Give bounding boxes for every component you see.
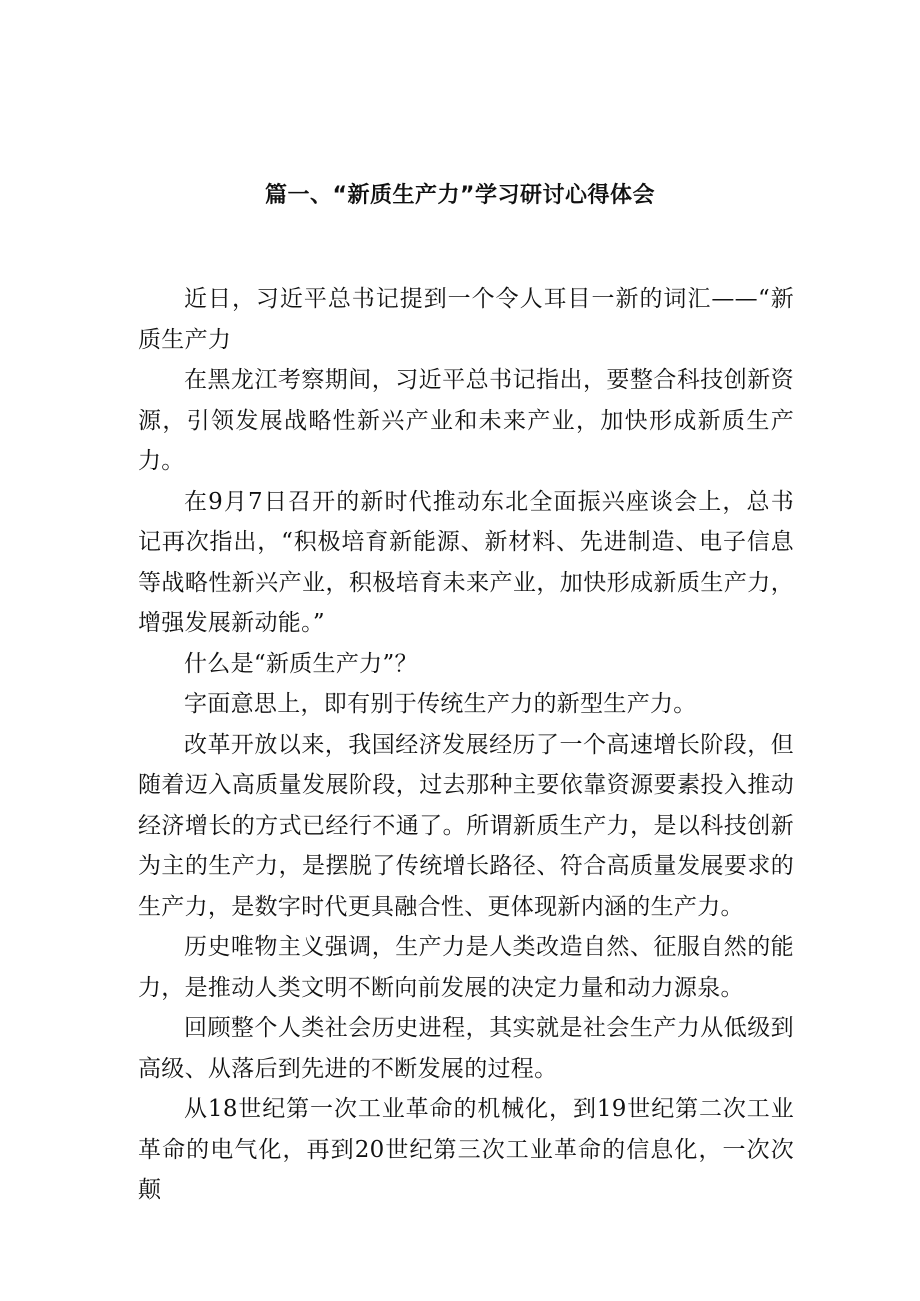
- paragraph: 在黑龙江考察期间，习近平总书记指出，要整合科技创新资源，引领发展战略性新兴产业和未来产业，加快形成新质生产力。: [138, 367, 794, 474]
- paragraph: 什么是“新质生产力”？: [184, 650, 418, 677]
- paragraph: 改革开放以来，我国经济发展经历了一个高速增长阶段，但随着迈入高质量发展阶段，过去那种主要依靠资源要素投入推动经济增长的方式已经行不通了。所谓新质生产力，是以科技创新为主的生产力，是摆脱了传统增长路径、符合高质量发展要求的生产力，是数字时代更具融合性、更体现新内涵的生产力。: [138, 731, 794, 920]
- paragraph: 近日，习近平总书记提到一个令人耳目一新的词汇——“新质生产力: [138, 286, 794, 353]
- document-title: 篇一、“新质生产力”学习研讨心得体会: [265, 183, 655, 208]
- paragraph: 从18世纪第一次工业革命的机械化，到19世纪第二次工业革命的电气化，再到20世纪第三次工业革命的信息化，一次次颠: [138, 1096, 794, 1203]
- paragraph: 历史唯物主义强调，生产力是人类改造自然、征服自然的能力，是推动人类文明不断向前发展的决定力量和动力源泉。: [138, 934, 794, 1001]
- paragraph: 字面意思上，即有别于传统生产力的新型生产力。: [184, 691, 697, 717]
- paragraph: 回顾整个人类社会历史进程，其实就是社会生产力从低级到高级、从落后到先进的不断发展的过程。: [138, 1015, 794, 1082]
- document-body: [138, 279, 794, 1211]
- paragraph: 在9月7日召开的新时代推动东北全面振兴座谈会上，总书记再次指出，“积极培育新能源、新材料、先进制造、电子信息等战略性新兴产业，积极培育未来产业，加快形成新质生产力，增强发展新动能。”: [138, 488, 794, 636]
